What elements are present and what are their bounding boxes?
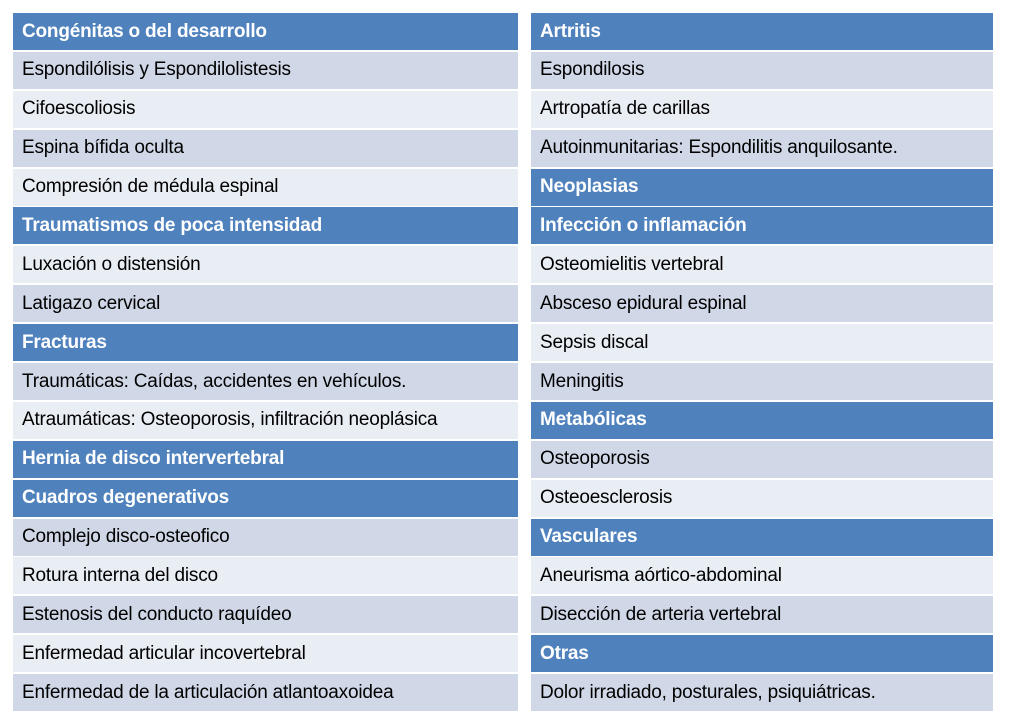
table-row: Traumáticas: Caídas, accidentes en vehículos.: [13, 363, 518, 400]
table-row: Disección de arteria vertebral: [531, 596, 993, 633]
category-header: Metabólicas: [531, 402, 993, 439]
table-row: Luxación o distensión: [13, 246, 518, 283]
table-row: Rotura interna del disco: [13, 557, 518, 594]
table-row: Absceso epidural espinal: [531, 285, 993, 322]
table-row: Cifoescoliosis: [13, 91, 518, 128]
category-header: Cuadros degenerativos: [13, 480, 518, 517]
category-header: Vasculares: [531, 519, 993, 556]
causes-table-right: [531, 13, 993, 713]
table-row: Atraumáticas: Osteoporosis, infiltración neoplásica: [13, 402, 518, 439]
table-row: Complejo disco-osteofico: [13, 519, 518, 556]
table-row: Espina bífida oculta: [13, 130, 518, 167]
causes-table-left: [13, 13, 518, 713]
table-row: Estenosis del conducto raquídeo: [13, 596, 518, 633]
table-row: Enfermedad articular incovertebral: [13, 635, 518, 672]
table-row: Enfermedad de la articulación atlantoaxoidea: [13, 674, 518, 711]
category-header: Congénitas o del desarrollo: [13, 13, 518, 50]
category-header: Infección o inflamación: [531, 207, 993, 244]
table-row: Espondilosis: [531, 52, 993, 89]
table-row: Meningitis: [531, 363, 993, 400]
table-row: Aneurisma aórtico-abdominal: [531, 557, 993, 594]
table-row: Autoinmunitarias: Espondilitis anquilosante.: [531, 130, 993, 167]
table-row: Espondilólisis y Espondilolistesis: [13, 52, 518, 89]
table-row: Osteomielitis vertebral: [531, 246, 993, 283]
category-header: Otras: [531, 635, 993, 672]
category-header: Traumatismos de poca intensidad: [13, 207, 518, 244]
table-row: Compresión de médula espinal: [13, 169, 518, 206]
category-header: Fracturas: [13, 324, 518, 361]
table-row: Sepsis discal: [531, 324, 993, 361]
table-row: Dolor irradiado, posturales, psiquiátricas.: [531, 674, 993, 711]
table-row: Osteoporosis: [531, 441, 993, 478]
table-row: Osteoesclerosis: [531, 480, 993, 517]
category-header: Neoplasias: [531, 169, 993, 206]
table-row: Artropatía de carillas: [531, 91, 993, 128]
category-header: Hernia de disco intervertebral: [13, 441, 518, 478]
category-header: Artritis: [531, 13, 993, 50]
table-row: Latigazo cervical: [13, 285, 518, 322]
